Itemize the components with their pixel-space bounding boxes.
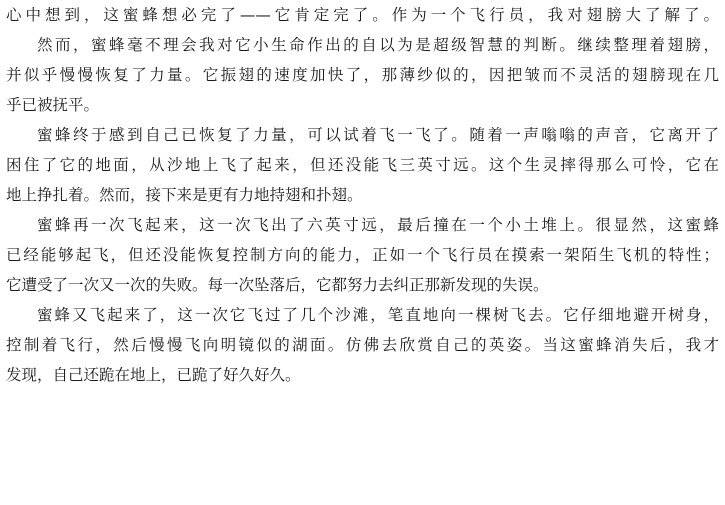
paragraph-2	[6, 30, 719, 120]
paragraph-1	[6, 0, 719, 30]
text-line: 蜜蜂再一次飞起来，这一次飞出了六英寸远，最后撞在一个小土堆上。很显然，这蜜蜂	[37, 216, 719, 234]
text-line: 困住了它的地面，从沙地上飞了起来，但还没能飞三英寸远。这个生灵摔得那么可怜，它在	[6, 156, 719, 174]
text-line: 蜜蜂又飞起来了，这一次它飞过了几个沙滩，笔直地向一棵树飞去。它仔细地避开树身，	[37, 306, 719, 324]
text-line: 然而，蜜蜂毫不理会我对它小生命作出的自以为是超级智慧的判断。继续整理着翅膀，	[37, 36, 719, 54]
text-line: 并似乎慢慢恢复了力量。它振翅的速度加快了，那薄纱似的，因把皱而不灵活的翅膀现在几	[6, 66, 719, 84]
text-line: 乎已被抚平。	[6, 96, 100, 114]
text-line: 它遭受了一次又一次的失败。每一次坠落后，它都努力去纠正那新发现的失误。	[6, 276, 549, 294]
text-line: 发现，自己还跪在地上，已跪了好久好久。	[6, 366, 301, 384]
text-line: 蜜蜂终于感到自己已恢复了力量，可以试着飞一飞了。随着一声嗡嗡的声音，它离开了	[37, 126, 719, 144]
paragraph-5	[6, 300, 719, 390]
paragraph-3	[6, 120, 719, 210]
text-line: 心中想到，这蜜蜂想必完了——它肯定完了。作为一个飞行员，我对翅膀大了解了。	[6, 6, 719, 24]
text-line: 地上挣扎着。然而，接下来是更有力地持翅和扑翅。	[6, 186, 363, 204]
paragraph-4	[6, 210, 719, 300]
text-line: 已经能够起飞，但还没能恢复控制方向的能力，正如一个飞行员在摸索一架陌生飞机的特性；	[6, 246, 719, 264]
text-line: 控制着飞行，然后慢慢飞向明镜似的湖面。仿佛去欣赏自己的英姿。当这蜜蜂消失后，我才	[6, 336, 719, 354]
